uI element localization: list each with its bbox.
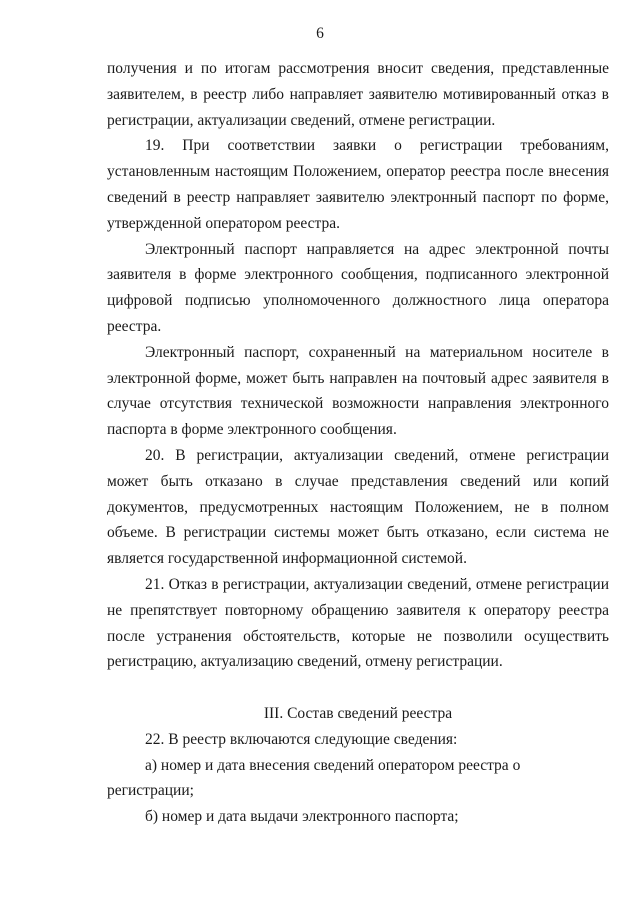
paragraph-passport-postal: Электронный паспорт, сохраненный на материальном носителе в электронной форме, может быть направлен на почтовый адрес заявителя в случае отсутствия технической возможности направления электронного паспорта в форме электронного сообщения. xyxy=(107,343,609,439)
document-body xyxy=(107,56,609,830)
paragraph-20: 20. В регистрации, актуализации сведений, отмене регистрации может быть отказано в случае представления сведений или копий документов, предусмотренных настоящим Положением, не в полном объеме. В регистрации системы может быть отказано, если система не является государственной информационной системой. xyxy=(107,446,609,568)
list-item-b: б) номер и дата выдачи электронного паспорта; xyxy=(145,808,459,826)
page-number: 6 xyxy=(316,25,324,42)
paragraph-passport-email: Электронный паспорт направляется на адрес электронной почты заявителя в форме электронного сообщения, подписанного электронной цифровой подписью уполномоченного должностного лица оператора реестра. xyxy=(107,240,609,335)
paragraph-continuation: получения и по итогам рассмотрения вносит сведения, представленные заявителем, в реестр либо направляет заявителю мотивированный отказ в регистрации, актуализации сведений, отмене регистрации. xyxy=(107,60,609,129)
paragraph-22-intro: 22. В реестр включаются следующие сведения: xyxy=(145,730,458,748)
section-heading: III. Состав сведений реестра xyxy=(263,704,453,722)
paragraph-19: 19. При соответствии заявки о регистрации требованиям, установленным настоящим Положением, оператор реестра после внесения сведений в реестр направляет заявителю электронный паспорт по форме, утвержденной оператором реестра. xyxy=(107,137,609,232)
paragraph-21: 21. Отказ в регистрации, актуализации сведений, отмене регистрации не препятствует повторному обращению заявителя к оператору реестра после устранения обстоятельств, которые не позволили осуществить регистрацию, актуализацию сведений, отмену регистрации. xyxy=(107,575,609,671)
list-item-a: а) номер и дата внесения сведений оператором реестра о регистрации; xyxy=(107,756,521,800)
